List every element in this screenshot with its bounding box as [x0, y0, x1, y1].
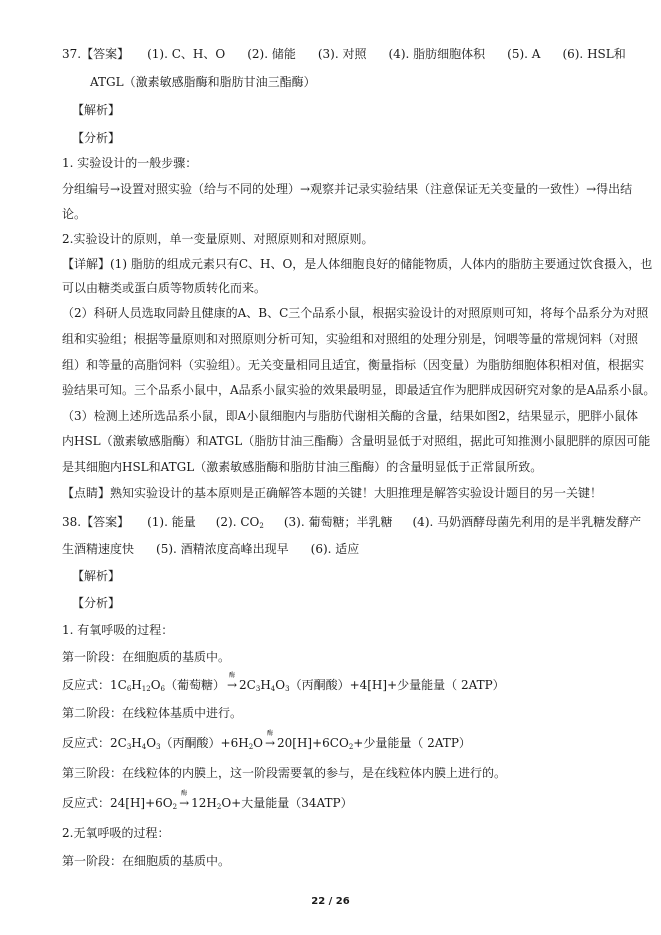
eq1-text: H [131, 678, 142, 692]
q37-para-8: 组和实验组；根据等量原则和对照原则分析可知，实验组和对照组的处理分别是，饲喂等量的常规饲料（对照 [62, 332, 639, 346]
q37-para-7: （2）科研人员选取同龄且健康的A、B、C三个品系小鼠，根据实验设计的对照原则可知，将每个品系分为对照 [62, 306, 649, 320]
q37-answer-6: (6). HSL和 [562, 47, 626, 61]
equation-3 [62, 790, 353, 815]
q37-answer-label: 37.【答案】 [62, 47, 130, 61]
q38-answer-cont: 生酒精速度快 [62, 542, 135, 556]
q38-answer-2-text: (2). CO [215, 515, 260, 529]
eq1-text: 2C [239, 678, 256, 692]
q37-answer-line [62, 46, 626, 62]
subscript: 2 [216, 803, 222, 811]
eq3-text: 反应式：24[H]+6O [62, 796, 173, 810]
q38-answer-1: (1). 能量 [147, 515, 196, 529]
eq1-text: O [150, 678, 161, 692]
eq2-text: +少量能量（ 2ATP） [353, 736, 471, 750]
eq1-text: O [275, 678, 286, 692]
q37-para-4: 2.实验设计的原则，单一变量原则、对照原则和对照原则。 [62, 232, 374, 246]
eq2-text: H [131, 736, 142, 750]
subscript: 12 [141, 685, 151, 693]
q37-para-6: 可以由糖类或蛋白质等物质转化而来。 [62, 281, 267, 295]
eq2-text: 20[H]+6CO [277, 736, 349, 750]
q37-para-2: 分组编号→设置对照实验（给与不同的处理）→观察并记录实验结果（注意保证无关变量的一致性）→得出结 [62, 182, 633, 196]
q37-para-13: 是其细胞内HSL和ATGL（激素敏感脂酶和脂肪甘油三酯酶）的含量明显低于正常鼠所致。 [62, 460, 543, 474]
q38-answer-2 [216, 515, 264, 529]
q38-section-4: 第三阶段：在线粒体的内膜上，这一阶段需要氧的参与，是在线粒体内膜上进行的。 [62, 766, 507, 780]
q37-para-11: （3）检测上述所选品系小鼠，即A小鼠细胞内与脂肪代谢相关酶的含量，结果如图2，结果显示，肥胖小鼠体 [62, 409, 638, 423]
eq2-text: O [253, 736, 264, 750]
q37-answer-4: (4). 脂肪细胞体积 [388, 47, 486, 61]
subscript: 4 [270, 685, 276, 693]
enzyme-label: 酶 [181, 790, 188, 797]
q38-jiexi-heading: 【解析】 [72, 569, 121, 583]
q37-answer-5: (5). A [507, 47, 541, 61]
q38-answer-3: (3). 葡萄糖；半乳糖 [283, 515, 393, 529]
reaction-arrow: 酶 → [177, 795, 191, 811]
subscript: 2 [172, 803, 178, 811]
q37-answer-3: (3). 对照 [317, 47, 367, 61]
subscript: 3 [285, 685, 290, 693]
q38-section-2: 第一阶段：在细胞质的基质中。 [62, 650, 231, 664]
subscript: 3 [126, 743, 132, 751]
equation-1 [62, 672, 505, 697]
q37-para-1: 1. 实验设计的一般步骤： [62, 156, 198, 170]
eq3-text: 12H [191, 796, 217, 810]
q38-answer-label: 38.【答案】 [62, 515, 130, 529]
eq3-text: O+大量能量（34ATP） [221, 796, 353, 810]
subscript: 6 [160, 685, 165, 693]
subscript: 4 [141, 743, 147, 751]
q38-section-6: 第一阶段：在细胞质的基质中。 [62, 854, 231, 868]
q38-answer-4: (4). 马奶酒酵母菌先利用的是半乳糖发酵产 [412, 515, 642, 529]
q37-para-10: 验结果可知。三个品系小鼠中，A品系小鼠实验的效果最明显，即最适宜作为肥胖成因研究对象的是A品系小鼠。 [62, 383, 656, 397]
subscript: 2 [259, 522, 264, 530]
q37-para-3: 论。 [62, 207, 87, 221]
q38-section-5: 2.无氧呼吸的过程： [62, 826, 170, 840]
q38-answer-line [62, 514, 641, 534]
subscript: 3 [156, 743, 161, 751]
q37-para-14: 【点睛】熟知实验设计的基本原则是正确解答本题的关键！大胆推理是解答实验设计题目的另一关键！ [62, 486, 603, 500]
q38-fenxi-heading: 【分析】 [72, 596, 121, 610]
q38-answer-cont-line [62, 541, 359, 557]
subscript: 3 [255, 685, 261, 693]
q38-answer-6: (6). 适应 [310, 542, 360, 556]
reaction-arrow: 酶 → [263, 735, 277, 751]
q37-para-5: 【详解】(1) 脂肪的组成元素只有C、H、O，是人体细胞良好的储能物质，人体内的脂肪主要通过饮食摄入，也 [62, 257, 653, 271]
eq2-text: O [146, 736, 157, 750]
subscript: 2 [348, 743, 354, 751]
q37-para-9: 组）和等量的高脂饲料（实验组）。无关变量相同且适宜，衡量指标（因变量）为脂肪细胞体积相对值，根据实 [62, 358, 645, 372]
subscript: 2 [248, 743, 254, 751]
enzyme-label: 酶 [229, 672, 236, 679]
eq2-text: 反应式：2C [62, 736, 127, 750]
eq2-text: （丙酮酸）+6H [160, 736, 249, 750]
q38-section-3: 第二阶段：在线粒体基质中进行。 [62, 706, 243, 720]
q37-answer-2: (2). 储能 [247, 47, 296, 61]
q37-answer-cont: ATGL（激素敏感脂酶和脂肪甘油三酯酶） [90, 75, 316, 89]
q37-fenxi-heading: 【分析】 [72, 131, 121, 145]
eq1-text: （丙酮酸）+4[H]+少量能量（ 2ATP） [289, 678, 505, 692]
enzyme-label: 酶 [267, 730, 274, 737]
q37-answer-1: (1). C、H、O [147, 47, 226, 61]
eq1-text: 反应式：1C [62, 678, 127, 692]
q37-jiexi-heading: 【解析】 [72, 103, 121, 117]
equation-2 [62, 730, 471, 755]
q37-para-12: 内HSL（激素敏感脂酶）和ATGL（脂肪甘油三酯酶）含量明显低于对照组，据此可知推测小鼠肥胖的原因可能 [62, 434, 651, 448]
q38-section-1: 1. 有氧呼吸的过程： [62, 623, 174, 637]
reaction-arrow: 酶 → [225, 677, 239, 693]
q38-answer-5: (5). 酒精浓度高峰出现早 [156, 542, 289, 556]
eq1-text: H [260, 678, 271, 692]
page-number: 22 / 26 [311, 896, 350, 907]
eq1-text: （葡萄糖） [165, 678, 226, 692]
subscript: 6 [126, 685, 132, 693]
